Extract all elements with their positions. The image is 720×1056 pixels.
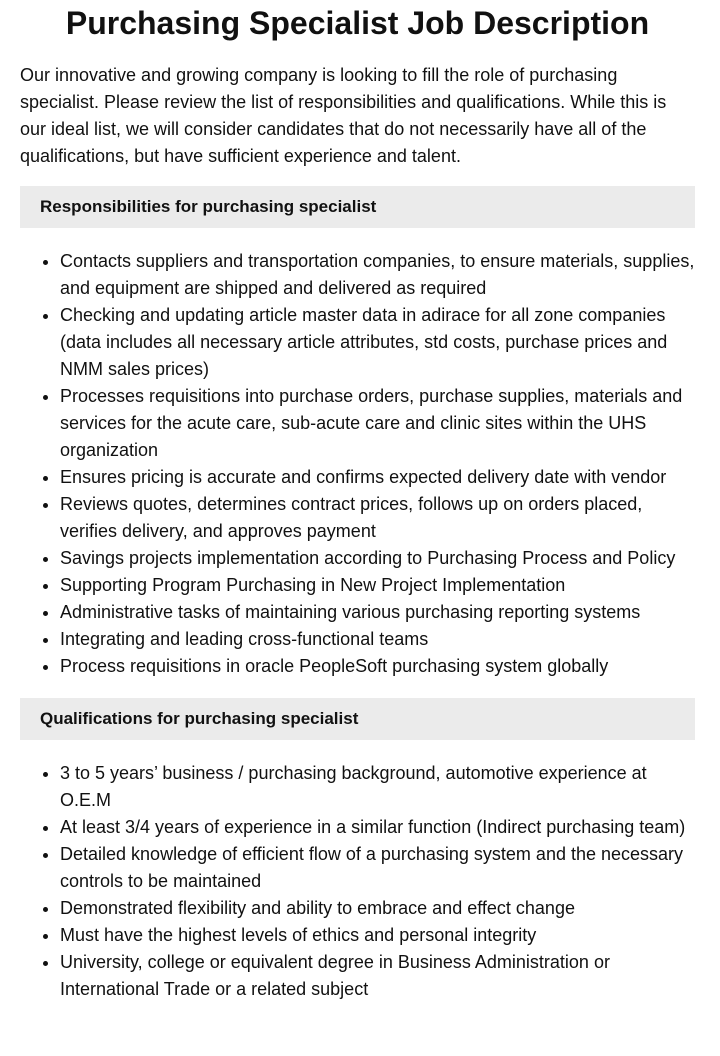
responsibilities-list <box>20 248 695 680</box>
intro-paragraph: Our innovative and growing company is looking to fill the role of purchasing specialist. Please review the list of responsibilities and qualifications. While this is our ideal list, we will consider candidates that do not necessarily have all of the qualifications, but have sufficient experience and talent. <box>20 65 667 166</box>
qualifications-list <box>20 760 695 1003</box>
list-item: • 3 to 5 years’ business / purchasing background, automotive experience at O.E.M <box>60 760 695 814</box>
responsibilities-heading: Responsibilities for purchasing specialist <box>20 186 695 228</box>
list-item: • Process requisitions in oracle PeopleSoft purchasing system globally <box>60 653 695 680</box>
qualifications-heading: Qualifications for purchasing specialist <box>20 698 695 740</box>
list-item: • Checking and updating article master data in adirace for all zone companies (data includes all necessary article attributes, std costs, purchase prices and NMM sales prices) <box>60 302 695 383</box>
list-item: • Reviews quotes, determines contract prices, follows up on orders placed, verifies delivery, and approves payment <box>60 491 695 545</box>
list-item: • Processes requisitions into purchase orders, purchase supplies, materials and services for the acute care, sub-acute care and clinic sites within the UHS organization <box>60 383 695 464</box>
list-item: • Must have the highest levels of ethics and personal integrity <box>60 922 695 949</box>
list-item: • Savings projects implementation according to Purchasing Process and Policy <box>60 545 695 572</box>
list-item: • Ensures pricing is accurate and confirms expected delivery date with vendor <box>60 464 695 491</box>
list-item: • At least 3/4 years of experience in a similar function (Indirect purchasing team) <box>60 814 695 841</box>
list-item: • Supporting Program Purchasing in New Project Implementation <box>60 572 695 599</box>
page-title: Purchasing Specialist Job Description <box>65 5 650 41</box>
list-item: • Demonstrated flexibility and ability to embrace and effect change <box>60 895 695 922</box>
list-item: • Administrative tasks of maintaining various purchasing reporting systems <box>60 599 695 626</box>
list-item: • Integrating and leading cross-functional teams <box>60 626 695 653</box>
list-item: • University, college or equivalent degree in Business Administration or International Trade or a related subject <box>60 949 695 1003</box>
list-item: • Detailed knowledge of efficient flow of a purchasing system and the necessary controls to be maintained <box>60 841 695 895</box>
list-item: • Contacts suppliers and transportation companies, to ensure materials, supplies, and equipment are shipped and delivered as required <box>60 248 695 302</box>
